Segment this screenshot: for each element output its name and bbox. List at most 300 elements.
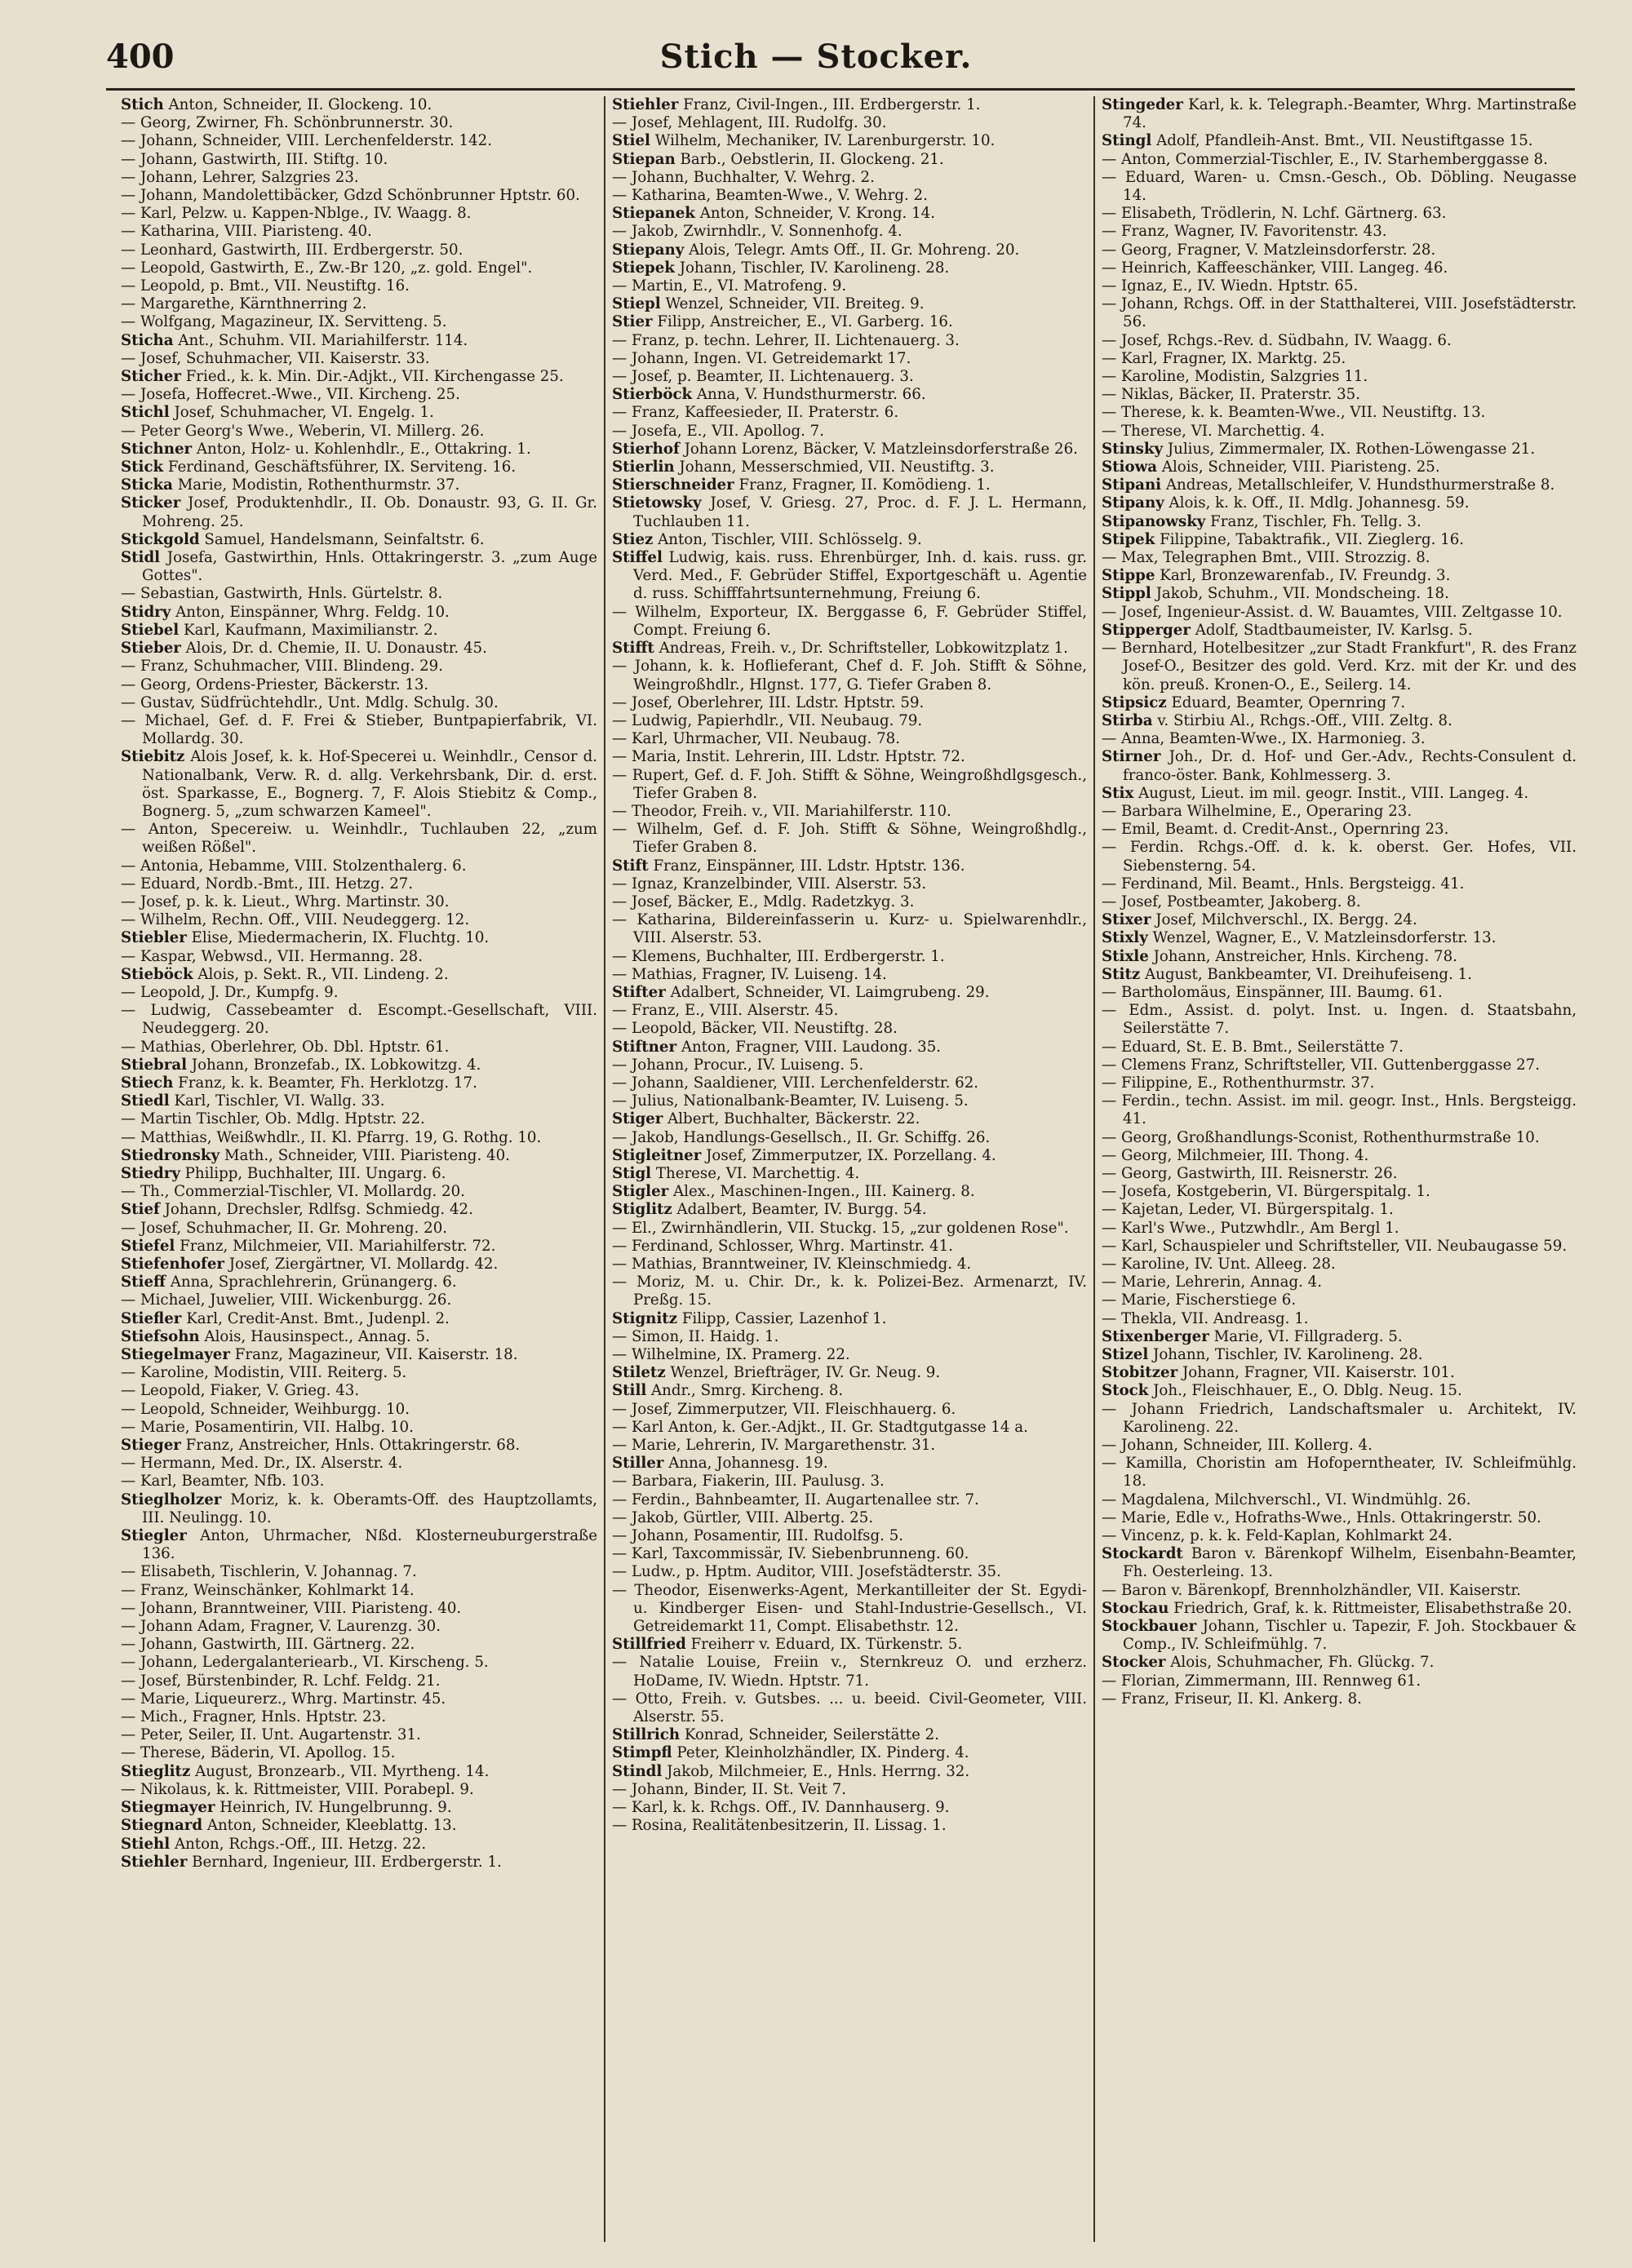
directory-entry — [612, 1056, 1087, 1074]
directory-entry — [612, 1238, 1087, 1256]
entry-surname: Stief — [121, 1201, 160, 1219]
directory-entry — [612, 1165, 1087, 1183]
directory-entry — [1102, 622, 1577, 640]
entry-text: — Leonhard, Gastwirth, III. Erdbergerstr. 50. — [121, 241, 463, 259]
entry-text: Philipp, Buchhalter, III. Ungarg. 6. — [180, 1164, 446, 1182]
entry-text: — Barbara Wilhelmine, E., Operaring 23. — [1102, 802, 1412, 820]
entry-surname: Stiepl — [612, 295, 661, 313]
page-number: 400 — [106, 38, 175, 76]
directory-entry — [1102, 1291, 1577, 1309]
entry-text: Karl, k. k. Telegraph.-Beamter, Whrg. Martinstraße 74. — [1123, 96, 1577, 132]
entry-surname: Stiowa — [1102, 458, 1158, 476]
directory-entry — [121, 386, 597, 404]
directory-entry — [1102, 549, 1577, 567]
entry-text: Anton, Einspänner, Whrg. Feldg. 10. — [171, 603, 450, 621]
entry-text: Josef, Milchverschl., IX. Bergg. 24. — [1151, 911, 1417, 929]
directory-entry — [612, 730, 1087, 748]
directory-entry — [612, 1636, 1087, 1654]
entry-text: — Elisabeth, Tischlerin, V. Johannag. 7. — [121, 1563, 417, 1581]
entry-text: Adalbert, Schneider, VI. Laimgrubeng. 29. — [665, 983, 990, 1001]
directory-entry — [121, 1708, 597, 1726]
entry-text: — Marie, Edle v., Hofraths-Wwe., Hnls. Ottakringerstr. 50. — [1102, 1508, 1541, 1526]
entry-surname: Stift — [612, 857, 649, 875]
entry-text: — Franz, E., VIII. Alserstr. 45. — [612, 1002, 839, 1020]
directory-entry — [1102, 332, 1577, 350]
entry-text: — Katharina, Bildereinfasserin u. Kurz- u. Spielwarenhdlr., VIII. Alserstr. 53. — [612, 911, 1087, 947]
directory-entry — [1102, 966, 1577, 984]
entry-text: — Georg, Milchmeier, III. Thong. 4. — [1102, 1146, 1369, 1164]
directory-entry — [1102, 295, 1577, 331]
entry-surname: Sticher — [121, 368, 181, 386]
entry-surname: Stigl — [612, 1164, 652, 1182]
directory-entry — [121, 1074, 597, 1092]
directory-entry — [121, 423, 597, 441]
entry-text: Wenzel, Wagner, E., V. Matzleinsdorferstr. 13. — [1147, 929, 1497, 947]
entry-surname: Stickgold — [121, 530, 200, 548]
entry-surname: Stiegler — [121, 1527, 187, 1545]
entry-text: — Johann, Mandolettibäcker, Gdzd Schönbrunner Hptstr. 60. — [121, 187, 580, 205]
directory-entry — [121, 1328, 597, 1346]
directory-entry — [612, 1401, 1087, 1419]
entry-surname: Stieglitz — [121, 1762, 191, 1780]
entry-text: — Klemens, Buchhalter, III. Erdbergerstr. 1. — [612, 947, 945, 965]
entry-text: Anton, Schneider, II. Glockeng. 10. — [163, 96, 432, 113]
directory-entry — [121, 1744, 597, 1762]
directory-entry — [612, 767, 1087, 803]
directory-entry — [121, 1002, 597, 1038]
entry-text: — Josef, p. Beamter, II. Lichtenauerg. 3. — [612, 368, 914, 386]
directory-entry — [121, 313, 597, 331]
entry-surname: Stipperger — [1102, 621, 1191, 639]
entry-text: — Johann, k. k. Hoflieferant, Chef d. F. Joh. Stifft & Söhne, Weingroßhdlr., Hlgnst. 177, G. Tiefer Graben 8. — [612, 658, 1087, 693]
directory-entry — [121, 1201, 597, 1219]
entry-text: — Bartholomäus, Einspänner, III. Baumg. 61. — [1102, 983, 1443, 1001]
entry-text: — Max, Telegraphen Bmt., VIII. Strozzig. 8. — [1102, 549, 1430, 567]
directory-entry — [1102, 205, 1577, 223]
entry-text: — Leopold, p. Bmt., VII. Neustiftg. 16. — [121, 277, 410, 295]
entry-surname: Stiedry — [121, 1164, 180, 1182]
entry-surname: Stiehler — [121, 1853, 188, 1871]
directory-entry — [1102, 1346, 1577, 1364]
directory-entry — [121, 241, 597, 259]
directory-entry — [1102, 386, 1577, 404]
directory-entry — [1102, 567, 1577, 585]
entry-text: — Ferdin., techn. Assist. im mil. geogr. Inst., Hnls. Bergsteigg. 41. — [1102, 1092, 1577, 1128]
directory-entry — [612, 1074, 1087, 1092]
directory-entry — [612, 1020, 1087, 1038]
directory-entry — [121, 712, 597, 748]
entry-text: — Karl, Taxcommissär, IV. Siebenbrunneng. 60. — [612, 1545, 969, 1563]
directory-entry — [612, 114, 1087, 132]
header-rule — [106, 88, 1575, 91]
directory-entry — [121, 1690, 597, 1708]
entry-text: — Karl, Schauspieler und Schriftsteller, VII. Neubaugasse 59. — [1102, 1237, 1568, 1255]
entry-text: — Ferdinand, Schlosser, Whrg. Martinstr. 41. — [612, 1237, 953, 1255]
entry-text: — Georg, Großhandlungs-Sconist, Rothenthurmstraße 10. — [1102, 1128, 1540, 1146]
entry-surname: Stieber — [121, 640, 181, 658]
directory-entry — [612, 1382, 1087, 1400]
directory-entry — [612, 295, 1087, 313]
directory-entry — [612, 531, 1087, 549]
entry-surname: Stipek — [1102, 530, 1155, 548]
directory-entry — [612, 1473, 1087, 1491]
directory-entry — [1102, 1310, 1577, 1328]
entry-surname: Stichl — [121, 404, 170, 422]
directory-entry — [121, 604, 597, 622]
directory-entry — [612, 1419, 1087, 1437]
directory-entry — [612, 1346, 1087, 1364]
entry-text: — Katharina, VIII. Piaristeng. 40. — [121, 223, 372, 241]
directory-entry — [612, 694, 1087, 712]
entry-text: — Clemens Franz, Schriftsteller, VII. Guttenberggasse 27. — [1102, 1056, 1541, 1074]
directory-entry — [121, 1763, 597, 1781]
entry-surname: Stipani — [1102, 476, 1162, 494]
directory-entry — [121, 966, 597, 984]
entry-text: — Karl's Wwe., Putzwhdlr., Am Bergl 1. — [1102, 1219, 1399, 1237]
directory-entry — [121, 259, 597, 277]
entry-surname: Stipsicz — [1102, 693, 1167, 711]
directory-entry — [1102, 585, 1577, 603]
entry-surname: Stick — [121, 458, 164, 476]
column-1 — [114, 96, 604, 2242]
entry-text: Jakob, Schuhm., VII. Mondscheing. 18. — [1151, 585, 1449, 603]
directory-entry — [612, 332, 1087, 350]
column-2 — [604, 96, 1093, 2242]
directory-entry — [121, 1056, 597, 1074]
entry-surname: Stiebler — [121, 929, 187, 947]
entry-surname: Stirner — [1102, 748, 1161, 766]
entry-surname: Stiffel — [612, 549, 663, 567]
directory-entry — [612, 966, 1087, 984]
entry-surname: Stingl — [1102, 132, 1152, 150]
entry-text: — Eduard, Waren- u. Cmsn.-Gesch., Ob. Döbling. Neugasse 14. — [1102, 168, 1577, 205]
entry-text: Albert, Buchhalter, Bäckerstr. 22. — [663, 1110, 920, 1128]
entry-text: Karl, Tischler, VI. Wallg. 33. — [169, 1092, 385, 1110]
directory-entry — [1102, 730, 1577, 748]
entry-text: Samuel, Handelsmann, Seinfaltstr. 6. — [199, 530, 485, 548]
entry-text: Johann, Tischler, IV. Karolineng. 28. — [1148, 1346, 1423, 1364]
entry-text: August, Bankbeamter, VI. Dreihufeiseng. 1. — [1140, 965, 1472, 983]
entry-text: Joh., Dr. d. Hof- und Ger.-Adv., Rechts-Consulent d. franco-öster. Bank, Kohlmesserg. 3. — [1123, 748, 1577, 784]
entry-text: — Eduard, St. E. B. Bmt., Seilerstätte 7. — [1102, 1038, 1404, 1056]
entry-surname: Stiegmayer — [121, 1799, 215, 1817]
directory-entry — [1102, 404, 1577, 422]
entry-surname: Stobitzer — [1102, 1364, 1178, 1382]
entry-text: — Magdalena, Milchverschl., VI. Windmühlg. 26. — [1102, 1491, 1471, 1508]
directory-entry — [1102, 875, 1577, 893]
entry-text: — Therese, VI. Marchettig. 4. — [1102, 422, 1325, 440]
directory-entry — [1102, 929, 1577, 947]
directory-entry — [612, 441, 1087, 458]
entry-text: Elise, Miedermacherin, IX. Fluchtg. 10. — [186, 929, 490, 947]
entry-text: Alois, p. Sekt. R., VII. Lindeng. 2. — [193, 965, 449, 983]
directory-entry — [1102, 712, 1577, 730]
entry-surname: Stitz — [1102, 965, 1141, 983]
entry-text: — Karl, k. k. Rchgs. Off., IV. Dannhauserg. 9. — [612, 1799, 950, 1817]
entry-text: — Baron v. Bärenkopf, Brennholzhändler, VII. Kaiserstr. — [1102, 1581, 1521, 1599]
directory-entry — [1102, 893, 1577, 911]
entry-surname: Stiepek — [612, 259, 675, 277]
directory-entry — [612, 1256, 1087, 1274]
entry-surname: Stierlin — [612, 458, 675, 476]
entry-text: — Johann, Branntweiner, VIII. Piaristeng. 40. — [121, 1599, 462, 1617]
entry-surname: Stippe — [1102, 567, 1155, 585]
directory-entry — [1102, 1401, 1577, 1437]
entry-text: Andr., Smrg. Kircheng. 8. — [646, 1382, 844, 1400]
entry-text: Anton, Fragner, VIII. Laudong. 35. — [676, 1038, 942, 1056]
entry-text: — Otto, Freih. v. Gutsbes. ... u. beeid. Civil-Geometer, VIII. Alserstr. 55. — [612, 1690, 1087, 1726]
directory-entry — [1102, 1509, 1577, 1527]
directory-entry — [612, 1455, 1087, 1473]
entry-surname: Stiefsohn — [121, 1327, 200, 1345]
directory-entry — [612, 1582, 1087, 1637]
entry-surname: Stiebel — [121, 621, 180, 639]
entry-text: — Michael, Juwelier, VIII. Wickenburgg. 26. — [121, 1291, 452, 1309]
entry-text: — Anna, Beamten-Wwe., IX. Harmonieg. 3. — [1102, 730, 1426, 748]
directory-entry — [1102, 223, 1577, 241]
entry-surname: Stierböck — [612, 386, 693, 404]
directory-entry — [121, 169, 597, 187]
directory-entry — [612, 1274, 1087, 1309]
entry-text: — Marie, Lehrerin, Annag. 4. — [1102, 1274, 1323, 1291]
entry-surname: Stiepany — [612, 241, 685, 259]
entry-text: August, Bronzearb., VII. Myrtheng. 14. — [190, 1762, 490, 1780]
entry-text: Anton, Schneider, Kleeblattg. 13. — [202, 1817, 457, 1835]
directory-entry — [1102, 1328, 1577, 1346]
entry-text: Johann, Anstreicher, Hnls. Kircheng. 78. — [1148, 947, 1457, 965]
entry-surname: Stiehler — [612, 96, 679, 113]
entry-text: — Josef, Ingenieur-Assist. d. W. Bauamtes, VIII. Zeltgasse 10. — [1102, 603, 1563, 621]
entry-text: — Emil, Beamt. d. Credit-Anst., Opernring 23. — [1102, 821, 1449, 839]
entry-text: Johann, Fragner, VII. Kaiserstr. 101. — [1177, 1364, 1455, 1382]
entry-text: — Josef, Oberlehrer, III. Ldstr. Hptstr. 59. — [612, 693, 925, 711]
directory-entry — [121, 622, 597, 640]
directory-entry — [121, 1382, 597, 1400]
entry-surname: Stiel — [612, 132, 650, 150]
entry-text: — Katharina, Beamten-Wwe., V. Wehrg. 2. — [612, 187, 928, 205]
entry-text: — Johann, Procur., IV. Luiseng. 5. — [612, 1056, 864, 1074]
entry-text: — Wilhelm, Gef. d. F. Joh. Stifft & Söhne, Weingroßhdlg., Tiefer Graben 8. — [612, 821, 1087, 857]
directory-entry — [121, 1582, 597, 1600]
directory-entry — [121, 1799, 597, 1817]
entry-text: — Mich., Fragner, Hnls. Hptstr. 23. — [121, 1708, 387, 1726]
entry-surname: Stixer — [1102, 911, 1151, 929]
directory-entry — [121, 1165, 597, 1183]
directory-entry — [121, 875, 597, 893]
directory-entry — [612, 658, 1087, 693]
directory-entry — [121, 1491, 597, 1527]
directory-entry — [1102, 1491, 1577, 1509]
entry-text: — Franz, Weinschänker, Kohlmarkt 14. — [121, 1581, 415, 1599]
entry-text: — Ferdinand, Mil. Beamt., Hnls. Bergsteigg. 41. — [1102, 875, 1465, 893]
entry-text: — Karl, Beamter, Nfb. 103. — [121, 1473, 325, 1491]
entry-text: Anton, Holz- u. Kohlenhdlr., E., Ottakring. 1. — [192, 440, 531, 458]
entry-text: Franz, Tischler, Fh. Tellg. 3. — [1205, 512, 1421, 530]
entry-text: — El., Zwirnhändlerin, VII. Stuckg. 15, „zur goldenen Rose". — [612, 1219, 1069, 1237]
directory-entry — [1102, 350, 1577, 368]
entry-text: — Kaspar, Webwsd., VII. Hermanng. 28. — [121, 947, 424, 965]
directory-entry — [121, 404, 597, 422]
entry-text: Adolf, Pfandleih-Anst. Bmt., VII. Neustiftgasse 15. — [1151, 132, 1533, 150]
entry-text: — Leopold, Gastwirth, E., Zw.-Br 120, „z. gold. Engel". — [121, 259, 533, 277]
directory-entry — [121, 132, 597, 150]
entry-surname: Stocker — [1102, 1654, 1166, 1672]
directory-entry — [121, 1147, 597, 1165]
directory-entry — [612, 821, 1087, 857]
directory-entry — [121, 1310, 597, 1328]
entry-text: — Florian, Zimmermann, III. Rennweg 61. — [1102, 1672, 1421, 1690]
directory-entry — [1102, 132, 1577, 150]
entry-surname: Stier — [612, 313, 653, 331]
entry-text: Filipp, Cassier, Lazenhof 1. — [677, 1309, 887, 1327]
directory-entry — [121, 1854, 597, 1872]
directory-entry — [612, 1310, 1087, 1328]
entry-text: Johann, Bronzefab., IX. Lobkowitzg. 4. — [187, 1056, 481, 1074]
directory-entry — [1102, 1690, 1577, 1708]
entry-surname: Stiefler — [121, 1309, 182, 1327]
directory-entry — [612, 205, 1087, 223]
entry-text: — Josefa, E., VII. Apollog. 7. — [612, 422, 824, 440]
entry-text: August, Lieut. im mil. geogr. Instit., VIII. Langeg. 4. — [1133, 784, 1529, 802]
entry-text: — Elisabeth, Trödlerin, N. Lchf. Gärtnerg. 63. — [1102, 205, 1447, 223]
directory-entry — [121, 1129, 597, 1147]
entry-text: — Johann, Lehrer, Salzgries 23. — [121, 168, 359, 186]
directory-entry — [121, 1220, 597, 1238]
entry-text: — Johann, Schneider, VIII. Lerchenfelderstr. 142. — [121, 132, 493, 150]
entry-surname: Stixly — [1102, 929, 1148, 947]
directory-entry — [1102, 1165, 1577, 1183]
directory-entry — [1102, 1092, 1577, 1128]
entry-surname: Stockau — [1102, 1599, 1169, 1617]
entry-surname: Sticha — [121, 331, 174, 349]
entry-text: — Josef, Postbeamter, Jakoberg. 8. — [1102, 893, 1361, 910]
directory-entry — [612, 1726, 1087, 1744]
directory-entry — [612, 911, 1087, 947]
directory-entry — [1102, 1183, 1577, 1201]
directory-entry — [1102, 1437, 1577, 1455]
directory-entry — [1102, 1600, 1577, 1618]
entry-text: Josef, Produktenhdlr., II. Ob. Donaustr. 93, G. II. Gr. Mohreng. 25. — [142, 494, 597, 530]
entry-surname: Stiedronsky — [121, 1146, 220, 1164]
directory-entry — [1102, 1039, 1577, 1056]
entry-text: Karl, Bronzewarenfab., IV. Freundg. 3. — [1155, 567, 1451, 585]
entry-text: — Marie, Fischerstiege 6. — [1102, 1291, 1297, 1309]
directory-entry — [1102, 1527, 1577, 1545]
entry-surname: Stiefel — [121, 1237, 175, 1255]
directory-entry — [121, 114, 597, 132]
entry-surname: Stietowsky — [612, 494, 702, 512]
directory-entry — [1102, 1256, 1577, 1274]
entry-surname: Stiletz — [612, 1364, 666, 1382]
directory-entry — [612, 604, 1087, 640]
directory-entry — [121, 96, 597, 114]
entry-text: — Mathias, Fragner, IV. Luiseng. 14. — [612, 965, 887, 983]
directory-entry — [121, 1473, 597, 1491]
entry-surname: Stieglholzer — [121, 1491, 222, 1508]
directory-entry — [121, 748, 597, 821]
entry-text: Therese, VI. Marchettig. 4. — [651, 1164, 860, 1182]
directory-entry — [121, 458, 597, 476]
entry-surname: Stizel — [1102, 1346, 1149, 1364]
directory-entry — [612, 1817, 1087, 1835]
directory-entry — [612, 96, 1087, 114]
entry-text: — Martin Tischler, Ob. Mdlg. Hptstr. 22. — [121, 1110, 425, 1128]
directory-entry — [1102, 1238, 1577, 1256]
directory-entry — [121, 1092, 597, 1110]
entry-text: Johann, Tischler, IV. Karolineng. 28. — [674, 259, 950, 277]
entry-text: — Josef, Schuhmacher, VII. Kaiserstr. 33. — [121, 349, 430, 367]
directory-entry — [612, 1491, 1087, 1509]
entry-surname: Stiepan — [612, 150, 676, 168]
entry-text: — Josef, Zimmerputzer, VII. Fleischhauerg. 6. — [612, 1400, 956, 1418]
entry-surname: Stieböck — [121, 965, 193, 983]
entry-text: — Martin, E., VI. Matrofeng. 9. — [612, 277, 847, 295]
entry-surname: Stippl — [1102, 585, 1151, 603]
entry-text: — Simon, II. Haidg. 1. — [612, 1327, 779, 1345]
directory-entry — [612, 1220, 1087, 1238]
entry-surname: Stipanowsky — [1102, 512, 1206, 530]
directory-entry — [612, 1509, 1087, 1527]
entry-text: — Josef, p. k. k. Lieut., Whrg. Martinstr. 30. — [121, 893, 450, 910]
directory-entry — [121, 1563, 597, 1581]
directory-entry — [121, 350, 597, 368]
entry-text: Barb., Oebstlerin, II. Glockeng. 21. — [675, 150, 944, 168]
entry-text: — Hermann, Med. Dr., IX. Alserstr. 4. — [121, 1455, 403, 1473]
entry-text: — Johann Friedrich, Landschaftsmaler u. Architekt, IV. Karolineng. 22. — [1102, 1400, 1577, 1436]
entry-text: Josef, V. Griesg. 27, Proc. d. F. J. L. Hermann, Tuchlauben 11. — [633, 494, 1087, 530]
directory-entry — [1102, 694, 1577, 712]
directory-entry — [612, 350, 1087, 368]
directory-entry — [1102, 441, 1577, 458]
entry-text: — Karl, Pelzw. u. Kappen-Nblge., IV. Waagg. 8. — [121, 205, 472, 223]
entry-text: Alois, Schneider, VIII. Piaristeng. 25. — [1157, 458, 1440, 476]
directory-entry — [121, 205, 597, 223]
entry-surname: Stock — [1102, 1382, 1149, 1400]
directory-entry — [121, 1636, 597, 1654]
entry-text: — Marie, Liqueurerz., Whrg. Martinstr. 45. — [121, 1690, 446, 1708]
entry-text: Wenzel, Schneider, VII. Breiteg. 9. — [660, 295, 925, 313]
directory-entry — [612, 151, 1087, 169]
entry-text: — Ferdin. Rchgs.-Off. d. k. k. oberst. Ger. Hofes, VII. Siebensterng. 54. — [1102, 839, 1577, 875]
entry-text: — Franz, Kaffeesieder, II. Praterstr. 6. — [612, 404, 899, 422]
directory-entry — [121, 1817, 597, 1835]
entry-text: — Karoline, Modistin, Salzgries 11. — [1102, 368, 1368, 386]
entry-text: Josef, Ziergärtner, VI. Mollardg. 42. — [224, 1256, 499, 1273]
entry-text: Franz, Civil-Ingen., III. Erdbergerstr. 1. — [678, 96, 981, 113]
directory-entry — [121, 640, 597, 658]
entry-text: — Josef, Rchgs.-Rev. d. Südbahn, IV. Waagg. 6. — [1102, 331, 1452, 349]
entry-text: — Karl, Fragner, IX. Marktg. 25. — [1102, 349, 1346, 367]
entry-text: — Leopold, J. Dr., Kumpfg. 9. — [121, 983, 339, 1001]
directory-entry — [1102, 785, 1577, 803]
entry-text: — Georg, Ordens-Priester, Bäckerstr. 13. — [121, 676, 429, 693]
directory-entry — [612, 1039, 1087, 1056]
entry-surname: Stifter — [612, 983, 666, 1001]
entry-text: — Eduard, Nordb.-Bmt., III. Hetzg. 27. — [121, 875, 414, 893]
entry-text: — Ludwig, Papierhdlr., VII. Neubaug. 79. — [612, 711, 923, 729]
entry-text: Wilhelm, Mechaniker, IV. Larenburgerstr. 10. — [650, 132, 996, 150]
entry-text: Franz, Einspänner, III. Ldstr. Hptstr. 136. — [648, 857, 965, 875]
entry-text: — Anton, Commerzial-Tischler, E., IV. Starhemberggasse 8. — [1102, 150, 1548, 168]
entry-text: Anton, Tischler, VIII. Schlösselg. 9. — [653, 530, 922, 548]
entry-text: — Matthias, Weißwhdlr., II. Kl. Pfarrg. 19, G. Rothg. 10. — [121, 1128, 542, 1146]
directory-entry — [612, 640, 1087, 658]
directory-entry — [1102, 368, 1577, 386]
entry-text: Alois Josef, k. k. Hof-Specerei u. Weinhdlr., Censor d. Nationalbank, Verw. R. d. allg. Verkehrsbank, Dir. d. erst. öst. Sparkasse, E., Bognerg. 7, F. Alois Stiebitz & Comp., Bognerg. 5, „zum schwarzen Kameel". — [142, 748, 597, 820]
directory-entry — [1102, 151, 1577, 169]
entry-surname: Stiglitz — [612, 1201, 672, 1219]
entry-text: Johann, Tischler u. Tapezir, F. Joh. Stockbauer & Comp., IV. Schleifmühlg. 7. — [1123, 1618, 1577, 1654]
